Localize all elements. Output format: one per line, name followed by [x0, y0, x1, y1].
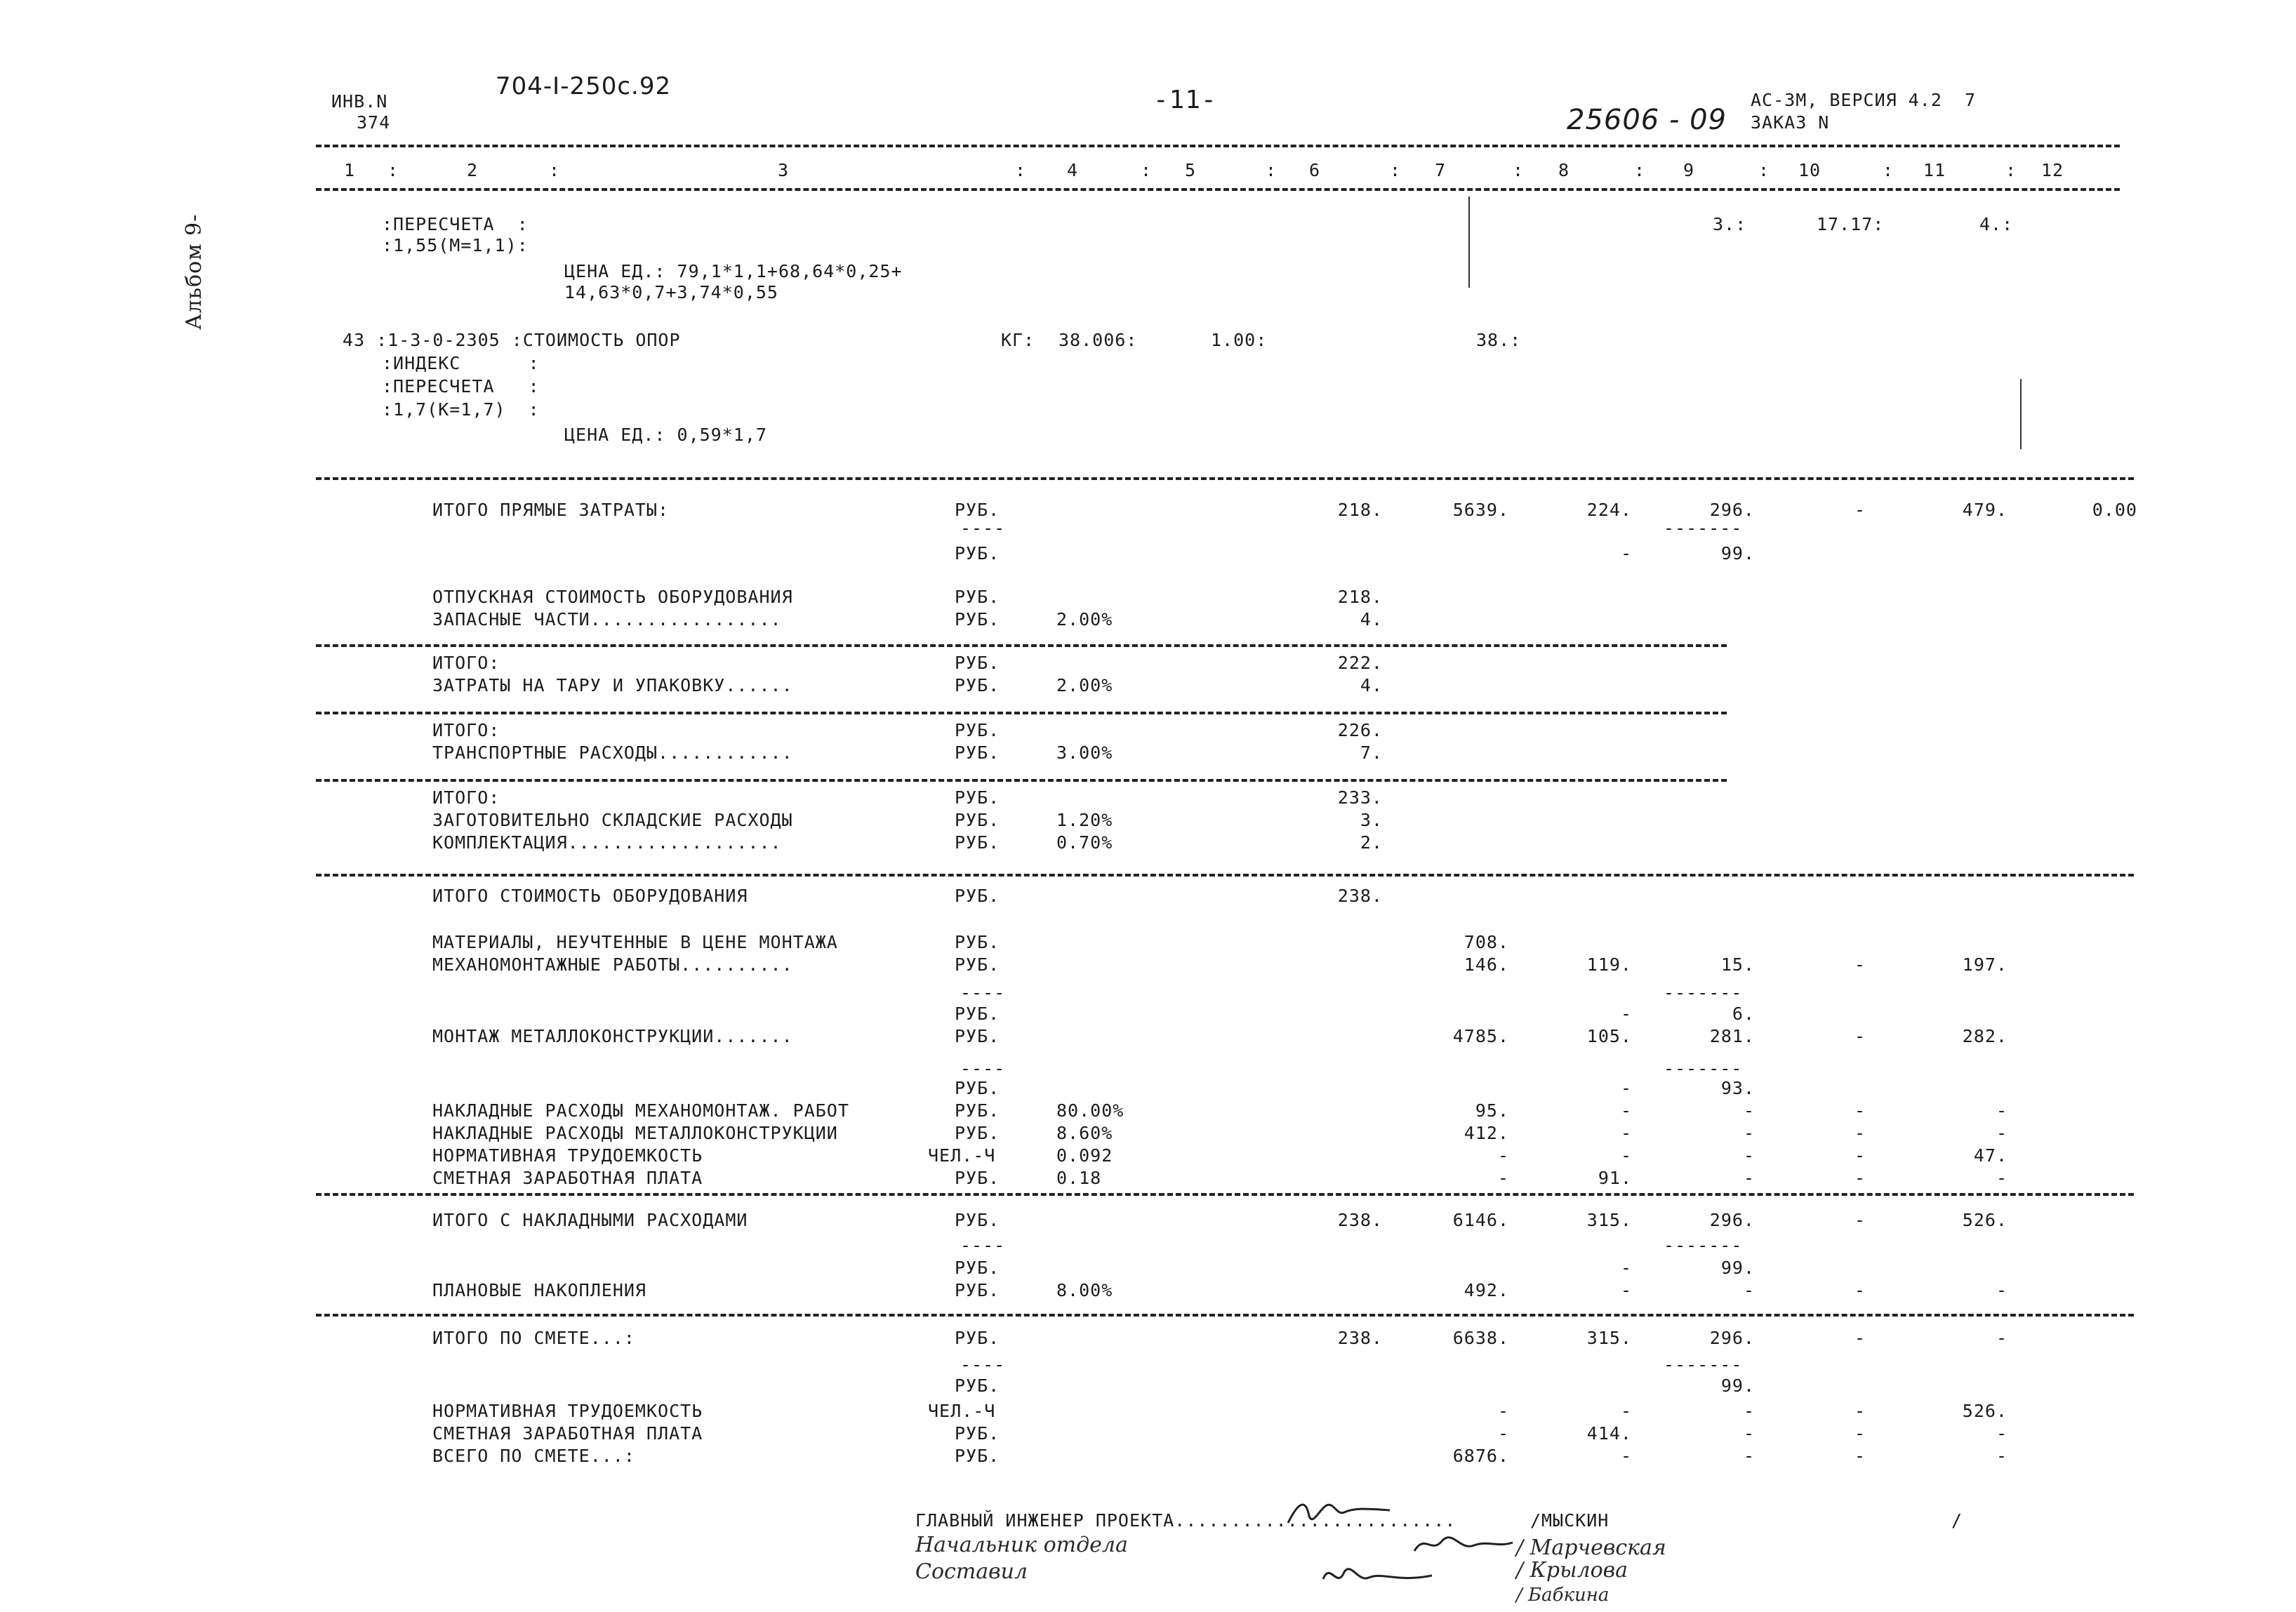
summary-unit: РУБ.: [955, 653, 1000, 673]
column-7-rule: [1468, 196, 1470, 288]
summary-unit: РУБ.: [955, 543, 1000, 564]
summary-label: КОМПЛЕКТАЦИЯ...................: [432, 832, 782, 853]
summary-rate: 1.20%: [1056, 810, 1113, 830]
summary-value-c11: -: [1996, 1423, 2008, 1444]
col-sep: :: [1883, 160, 1894, 180]
summary-value-c9: -: [1743, 1100, 1755, 1121]
underline-dashes: -------: [1664, 518, 1743, 538]
summary-label: ИТОГО СТОИМОСТЬ ОБОРУДОВАНИЯ: [432, 886, 748, 906]
section-divider: [316, 477, 2134, 480]
summary-unit: РУБ.: [955, 932, 1000, 952]
underline-dashes: ----: [960, 518, 1006, 538]
summary-value-c7: -: [1497, 1168, 1509, 1188]
summary-value-c6: 238.: [1337, 1328, 1383, 1348]
summary-value-c9: -: [1743, 1168, 1755, 1188]
summary-value-c11: 197.: [1962, 954, 2008, 975]
summary-value-c10: -: [1854, 1123, 1866, 1143]
summary-label: ОТПУСКНАЯ СТОИМОСТЬ ОБОРУДОВАНИЯ: [432, 587, 793, 607]
inv-number: 374: [357, 112, 391, 133]
summary-value-c7: 4785.: [1452, 1026, 1509, 1046]
summary-rate: 0.70%: [1056, 832, 1113, 853]
summary-value-c8: -: [1620, 1078, 1632, 1098]
summary-label: ИТОГО:: [432, 787, 500, 808]
summary-value-c6: 4.: [1360, 609, 1383, 630]
underline-dashes: -------: [1664, 1354, 1743, 1375]
cell-value: 17.17:: [1817, 214, 1885, 234]
summary-value-c11: -: [1996, 1168, 2008, 1188]
item-row-text: :1,7(К=1,7) :: [382, 399, 540, 420]
summary-value-c9: 93.: [1720, 1078, 1755, 1098]
summary-label: СМЕТНАЯ ЗАРАБОТНАЯ ПЛАТА: [432, 1423, 703, 1444]
summary-value-c8: -: [1620, 1401, 1632, 1421]
head-of-department-label: Начальник отдела: [915, 1533, 1128, 1557]
underline-dashes: -------: [1664, 1058, 1743, 1079]
compiled-by-name: / Крылова: [1516, 1558, 1628, 1583]
summary-unit: РУБ.: [955, 1280, 1000, 1300]
col-sep: :: [1634, 160, 1646, 180]
summary-label: МАТЕРИАЛЫ, НЕУЧТЕННЫЕ В ЦЕНЕ МОНТАЖА: [432, 932, 838, 952]
underline-dashes: ----: [960, 982, 1006, 1003]
summary-value-c7: 6638.: [1452, 1328, 1509, 1348]
summary-value-c9: -: [1743, 1446, 1755, 1466]
col-header: 8: [1558, 160, 1570, 180]
subtotal-divider: [316, 644, 1727, 647]
handwritten-signature: [1285, 1495, 1397, 1530]
cell-value: 4.:: [1979, 214, 2014, 234]
column-12-rule: [2020, 379, 2022, 449]
summary-value-c10: -: [1854, 500, 1866, 520]
summary-value-c10: -: [1854, 1210, 1866, 1230]
summary-value-c9: 15.: [1720, 954, 1755, 975]
summary-value-c10: -: [1854, 954, 1866, 975]
col-sep: :: [1015, 160, 1027, 180]
col-sep: :: [549, 160, 561, 180]
summary-label: ПЛАНОВЫЕ НАКОПЛЕНИЯ: [432, 1280, 646, 1300]
summary-rate: 0.18: [1056, 1168, 1102, 1188]
summary-value-c11: -: [1996, 1446, 2008, 1466]
item-row-text: :1,55(М=1,1):: [382, 235, 529, 255]
section-divider: [316, 1193, 2134, 1196]
summary-value-c10: -: [1854, 1100, 1866, 1121]
handwritten-signature: [1411, 1530, 1516, 1558]
summary-value-c8: 224.: [1586, 500, 1632, 520]
summary-value-c7: 412.: [1464, 1123, 1509, 1143]
summary-value-c10: -: [1854, 1401, 1866, 1421]
summary-value-c10: -: [1854, 1168, 1866, 1188]
summary-value-c6: 238.: [1337, 886, 1383, 906]
summary-rate: 3.00%: [1056, 742, 1113, 763]
head-of-department-name: / Марчевская: [1516, 1536, 1666, 1560]
inv-label: ИНВ.N: [331, 91, 388, 112]
summary-value-c11: 282.: [1962, 1026, 2008, 1046]
col-header: 1: [344, 160, 356, 180]
col-sep: :: [387, 160, 399, 180]
summary-value-c9: -: [1743, 1280, 1755, 1300]
summary-value-c9: -: [1743, 1401, 1755, 1421]
subtotal-divider: [316, 712, 1727, 714]
summary-value-c7: 6876.: [1452, 1446, 1509, 1466]
summary-value-c9: -: [1743, 1145, 1755, 1166]
summary-value-c8: 315.: [1586, 1328, 1632, 1348]
summary-value-c12: 0.00: [2092, 500, 2137, 520]
summary-unit: РУБ.: [955, 1210, 1000, 1230]
summary-value-c8: -: [1620, 1123, 1632, 1143]
summary-unit: РУБ.: [955, 1446, 1000, 1466]
summary-value-c7: -: [1497, 1423, 1509, 1444]
cell-value: 38.006:: [1059, 330, 1138, 350]
summary-unit: РУБ.: [955, 886, 1000, 906]
page-number: -11-: [1153, 86, 1217, 114]
summary-unit: РУБ.: [955, 1078, 1000, 1098]
summary-value-c11: -: [1996, 1328, 2008, 1348]
summary-value-c8: -: [1620, 1145, 1632, 1166]
summary-label: ТРАНСПОРТНЫЕ РАСХОДЫ............: [432, 742, 793, 763]
summary-label: НАКЛАДНЫЕ РАСХОДЫ МЕТАЛЛОКОНСТРУКЦИИ: [432, 1123, 838, 1143]
summary-label: ЗАПАСНЫЕ ЧАСТИ.................: [432, 609, 782, 630]
summary-value-c8: -: [1620, 1280, 1632, 1300]
item-row-text: :ПЕРЕСЧЕТА :: [382, 376, 540, 397]
summary-value-c6: 7.: [1360, 742, 1383, 763]
summary-value-c11: -: [1996, 1123, 2008, 1143]
summary-value-c7: 5639.: [1452, 500, 1509, 520]
summary-label: ИТОГО:: [432, 720, 500, 740]
summary-unit: РУБ.: [955, 1328, 1000, 1348]
summary-unit: РУБ.: [955, 832, 1000, 853]
summary-unit: РУБ.: [955, 954, 1000, 975]
item-row-text: 14,63*0,7+3,74*0,55: [564, 282, 778, 302]
summary-value-c6: 2.: [1360, 832, 1383, 853]
summary-value-c11: 526.: [1962, 1401, 2008, 1421]
section-divider: [316, 874, 2134, 877]
item-row-text: ЦЕНА ЕД.: 79,1*1,1+68,64*0,25+: [564, 261, 903, 281]
col-sep: :: [1266, 160, 1278, 180]
summary-unit: РУБ.: [955, 1375, 1000, 1396]
summary-label: НОРМАТИВНАЯ ТРУДОЕМКОСТЬ: [432, 1145, 703, 1166]
summary-unit: РУБ.: [955, 720, 1000, 740]
summary-rate: 2.00%: [1056, 609, 1113, 630]
col-sep: :: [2005, 160, 2017, 180]
summary-value-c9: 281.: [1709, 1026, 1755, 1046]
summary-value-c11: 47.: [1973, 1145, 2008, 1166]
summary-label: СМЕТНАЯ ЗАРАБОТНАЯ ПЛАТА: [432, 1168, 703, 1188]
summary-label: ВСЕГО ПО СМЕТЕ...:: [432, 1446, 635, 1466]
col-header: 6: [1309, 160, 1321, 180]
trailing-slash: /: [1951, 1510, 1963, 1531]
summary-value-c6: 3.: [1360, 810, 1383, 830]
summary-value-c8: -: [1620, 1258, 1632, 1278]
summary-unit: РУБ.: [955, 1100, 1000, 1121]
extra-name: / Бабкина: [1516, 1585, 1610, 1606]
summary-value-c6: 238.: [1337, 1210, 1383, 1230]
summary-unit: РУБ.: [955, 787, 1000, 808]
summary-value-c10: -: [1854, 1423, 1866, 1444]
summary-unit: РУБ.: [955, 1258, 1000, 1278]
underline-dashes: -------: [1664, 1235, 1743, 1255]
summary-value-c7: 6146.: [1452, 1210, 1509, 1230]
compiled-by-label: Составил: [915, 1559, 1028, 1584]
summary-rate: 0.092: [1056, 1145, 1113, 1166]
summary-label: МОНТАЖ МЕТАЛЛОКОНСТРУКЦИИ.......: [432, 1026, 793, 1046]
summary-value-c7: 95.: [1475, 1100, 1509, 1121]
summary-value-c6: 226.: [1337, 720, 1383, 740]
header-rule-bottom: [316, 188, 2120, 191]
underline-dashes: ----: [960, 1058, 1006, 1079]
version-label: АС-3М, ВЕРСИЯ 4.2 7: [1751, 90, 1977, 110]
summary-label: МЕХАНОМОНТАЖНЫЕ РАБОТЫ..........: [432, 954, 793, 975]
summary-value-c6: 218.: [1337, 587, 1383, 607]
summary-value-c11: 526.: [1962, 1210, 2008, 1230]
summary-unit: РУБ.: [955, 587, 1000, 607]
summary-unit: РУБ.: [955, 1123, 1000, 1143]
summary-rate: 2.00%: [1056, 675, 1113, 695]
summary-value-c8: 414.: [1586, 1423, 1632, 1444]
item-row-text: ЦЕНА ЕД.: 0,59*1,7: [564, 425, 767, 445]
summary-value-c8: -: [1620, 543, 1632, 564]
summary-unit: РУБ.: [955, 1004, 1000, 1024]
summary-value-c9: 296.: [1709, 500, 1755, 520]
summary-value-c7: 708.: [1464, 932, 1509, 952]
summary-unit: ЧЕЛ.-Ч: [928, 1145, 996, 1166]
summary-value-c10: -: [1854, 1328, 1866, 1348]
summary-unit: РУБ.: [955, 1423, 1000, 1444]
summary-value-c8: 91.: [1598, 1168, 1632, 1188]
col-sep: :: [1513, 160, 1525, 180]
summary-value-c9: 99.: [1720, 1258, 1755, 1278]
summary-value-c8: -: [1620, 1446, 1632, 1466]
summary-label: НАКЛАДНЫЕ РАСХОДЫ МЕХАНОМОНТАЖ. РАБОТ: [432, 1100, 849, 1121]
col-header: 5: [1185, 160, 1197, 180]
summary-label: ЗАГОТОВИТЕЛЬНО СКЛАДСКИЕ РАСХОДЫ: [432, 810, 793, 830]
summary-value-c8: 119.: [1586, 954, 1632, 975]
summary-label: ИТОГО ПО СМЕТЕ...:: [432, 1328, 635, 1348]
summary-value-c10: -: [1854, 1280, 1866, 1300]
col-sep: :: [1390, 160, 1402, 180]
underline-dashes: -------: [1664, 982, 1743, 1003]
summary-rate: 80.00%: [1056, 1100, 1124, 1121]
col-sep: :: [1141, 160, 1153, 180]
handwritten-signature: [1320, 1558, 1439, 1593]
col-header: 3: [778, 160, 790, 180]
summary-label: ИТОГО ПРЯМЫЕ ЗАТРАТЫ:: [432, 500, 670, 520]
col-header: 2: [467, 160, 479, 180]
summary-value-c9: 6.: [1732, 1004, 1755, 1024]
summary-value-c6: 233.: [1337, 787, 1383, 808]
summary-value-c6: 222.: [1337, 653, 1383, 673]
summary-value-c8: -: [1620, 1004, 1632, 1024]
document-code: 704-I-250с.92: [496, 72, 672, 100]
summary-value-c8: -: [1620, 1100, 1632, 1121]
summary-value-c8: 105.: [1586, 1026, 1632, 1046]
summary-value-c7: 146.: [1464, 954, 1509, 975]
col-header: 7: [1435, 160, 1447, 180]
summary-label: ЗАТРАТЫ НА ТАРУ И УПАКОВКУ......: [432, 675, 793, 695]
cell-value: 1.00:: [1211, 330, 1268, 350]
underline-dashes: ----: [960, 1235, 1006, 1255]
summary-value-c9: 99.: [1720, 543, 1755, 564]
summary-value-c11: -: [1996, 1100, 2008, 1121]
summary-value-c6: 4.: [1360, 675, 1383, 695]
summary-unit: РУБ.: [955, 609, 1000, 630]
col-header: 9: [1683, 160, 1695, 180]
summary-value-c9: -: [1743, 1423, 1755, 1444]
summary-unit: РУБ.: [955, 742, 1000, 763]
section-divider: [316, 1314, 2134, 1317]
summary-value-c9: 99.: [1720, 1375, 1755, 1396]
col-header: 11: [1923, 160, 1946, 180]
summary-unit: РУБ.: [955, 810, 1000, 830]
cell-value: 3.:: [1713, 214, 1747, 234]
summary-value-c11: -: [1996, 1280, 2008, 1300]
summary-value-c11: 479.: [1962, 500, 2008, 520]
summary-label: ИТОГО С НАКЛАДНЫМИ РАСХОДАМИ: [432, 1210, 748, 1230]
summary-value-c10: -: [1854, 1026, 1866, 1046]
summary-value-c8: 315.: [1586, 1210, 1632, 1230]
chief-engineer-label: ГЛАВНЫЙ ИНЖЕНЕР ПРОЕКТА.........................: [915, 1510, 1456, 1531]
summary-value-c7: 492.: [1464, 1280, 1509, 1300]
summary-value-c7: -: [1497, 1401, 1509, 1421]
chief-engineer-name: /МЫСКИН: [1530, 1510, 1610, 1531]
summary-value-c9: -: [1743, 1123, 1755, 1143]
underline-dashes: ----: [960, 1354, 1006, 1375]
cell-unit: КГ:: [1001, 330, 1035, 350]
item-row-text: :ПЕРЕСЧЕТА :: [382, 214, 529, 234]
summary-value-c9: 296.: [1709, 1210, 1755, 1230]
summary-rate: 8.60%: [1056, 1123, 1113, 1143]
summary-label: НОРМАТИВНАЯ ТРУДОЕМКОСТЬ: [432, 1401, 703, 1421]
col-header: 4: [1067, 160, 1079, 180]
cell-value: 38.:: [1476, 330, 1522, 350]
summary-rate: 8.00%: [1056, 1280, 1113, 1300]
col-sep: :: [1758, 160, 1770, 180]
subtotal-divider: [316, 779, 1727, 782]
summary-value-c6: 218.: [1337, 500, 1383, 520]
summary-value-c10: -: [1854, 1145, 1866, 1166]
summary-unit: РУБ.: [955, 1168, 1000, 1188]
col-header: 10: [1798, 160, 1821, 180]
summary-value-c9: 296.: [1709, 1328, 1755, 1348]
summary-unit: ЧЕЛ.-Ч: [928, 1401, 996, 1421]
col-header: 12: [2041, 160, 2064, 180]
summary-value-c10: -: [1854, 1446, 1866, 1466]
summary-unit: РУБ.: [955, 675, 1000, 695]
order-value: 25606 - 09: [1567, 104, 1727, 136]
summary-value-c7: -: [1497, 1145, 1509, 1166]
order-label: ЗАКАЗ N: [1751, 112, 1830, 133]
summary-unit: РУБ.: [955, 500, 1000, 520]
item-row-text: :ИНДЕКС :: [382, 353, 540, 373]
summary-unit: РУБ.: [955, 1026, 1000, 1046]
summary-label: ИТОГО:: [432, 653, 500, 673]
header-rule-top: [316, 145, 2120, 147]
item-row-text: 43 :1-3-0-2305 :СТОИМОСТЬ ОПОР: [343, 330, 681, 350]
side-album-label: Альбом 9-: [182, 213, 206, 330]
